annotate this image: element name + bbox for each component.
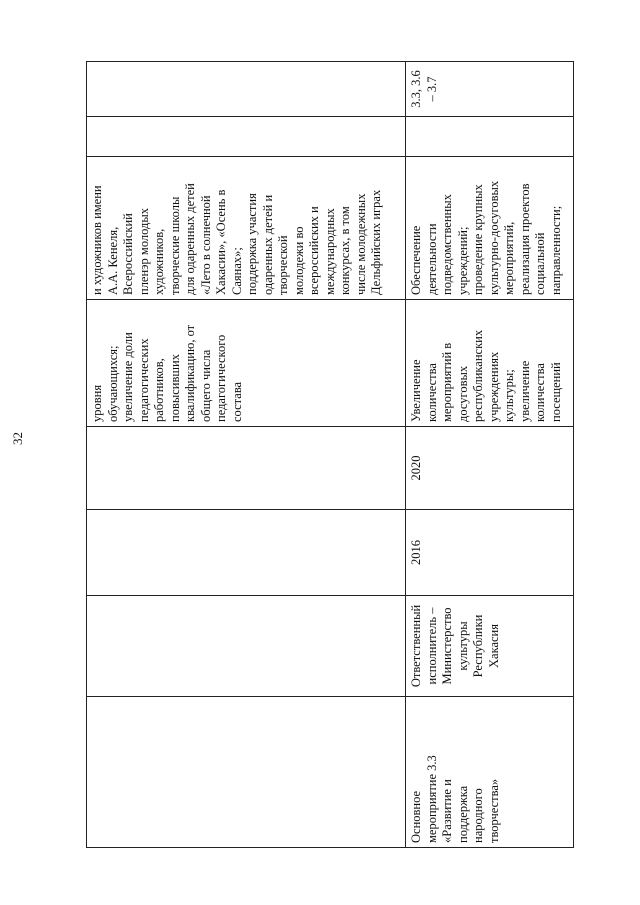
row1-col7 — [87, 117, 406, 157]
table-row — [406, 62, 574, 848]
row1-col1 — [87, 697, 406, 848]
row1-col3 — [87, 510, 406, 596]
row2-end-year: 2020 — [406, 427, 574, 510]
row2-start-year: 2016 — [406, 510, 574, 596]
table — [86, 61, 574, 848]
row1-col4 — [87, 427, 406, 510]
row2-indicators: 3.3, 3.6 – 3.7 — [406, 62, 574, 117]
row2-directions: Обеспечение деятельности подведомственных учреждений; проведение крупных культурно-досуговых мероприятий, реализация проектов социальной направленности; — [406, 157, 574, 300]
page-number: 32 — [10, 432, 25, 445]
row2-col7 — [406, 117, 574, 157]
row2-executor: Ответственный исполнитель – Министерство культуры Республики Хакасия — [406, 596, 574, 697]
row2-result: Увеличение количества мероприятий в досуговых республиканских учреждениях культуры; увеличение количества посещений — [406, 300, 574, 427]
row1-col5: уровня обучающихся; увеличение доли педагогических работников, повысивших квалификацию, от общего числа педагогического состава — [87, 300, 406, 427]
row2-activity: Основное мероприятие 3.3 «Развитие и поддержка народного творчества» — [406, 697, 574, 848]
program-table — [86, 62, 573, 848]
row1-col2 — [87, 596, 406, 697]
row1-col8 — [87, 62, 406, 117]
row1-col6: и художников имени А.А. Кенеля, Всероссийский пленэр молодых художников, творческие школы для одаренных детей «Лето в солнечной Хакасии», «Осень в Саянах»; поддержка участия одаренных детей и творческой молодежи во всероссийских и международных конкурсах, в том числе молодежных Дельфийских играх — [87, 157, 406, 300]
table-row — [87, 62, 406, 848]
